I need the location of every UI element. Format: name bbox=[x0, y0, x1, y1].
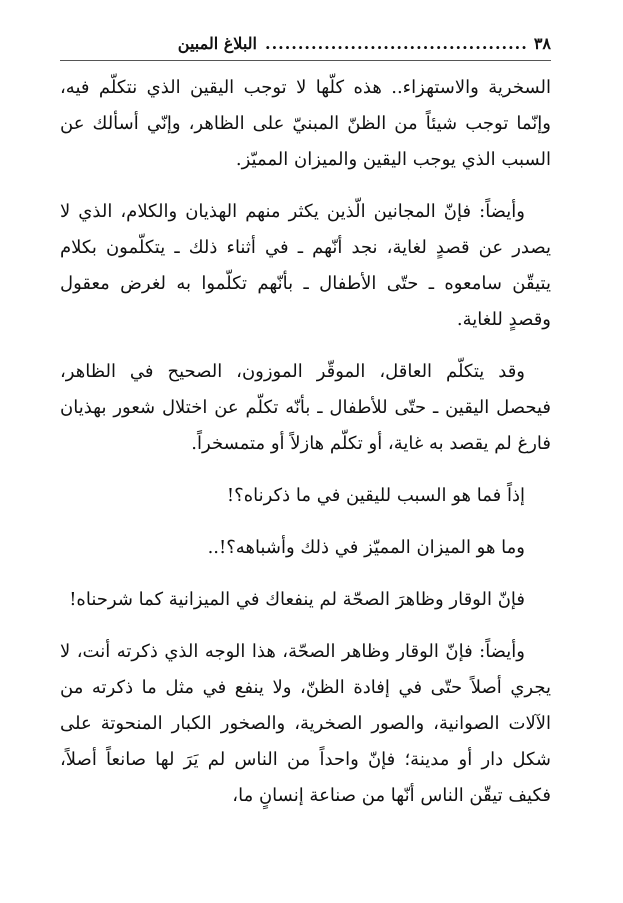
paragraph-6: فإنّ الوقار وظاهرَ الصحّة لم ينفعاك في الميزانية كما شرحناه! bbox=[69, 589, 525, 610]
paragraph-4: إذاً فما هو السبب لليقين في ما ذكرناه؟! bbox=[226, 485, 525, 506]
paragraph-3: وقد يتكلّم العاقل، الموقّر الموزون، الصحيح في الظاهر، فيحصل اليقين ـ حتّى للأطفال ـ بأنّه تكلّم عن اختلال شعور بهذيان فارغ لم يقصد به غاية، أو تكلّم هازلاً أو متمسخراً. bbox=[60, 361, 552, 454]
running-header bbox=[60, 28, 551, 58]
book-title: البلاغ المبين bbox=[177, 33, 257, 53]
paragraph-5: وما هو الميزان المميّز في ذلك وأشباهه؟!.. bbox=[207, 537, 525, 558]
paragraph-7: وأيضاً: فإنّ الوقار وظاهر الصحّة، هذا الوجه الذي ذكرته أنت، لا يجري أصلاً حتّى في إفادة الظنّ، ولا ينفع في مثل ما ذكرته من الآلات الصوانية، والصور الصخرية، والصخور الكبار المنحوتة على شكل دار أو مدينة؛ فإنّ واحداً من الناس لم يَرَ لها صانعاً أصلاً، فكيف تيقّن الناس أنّها من صناعة إنسانٍ ما، bbox=[60, 641, 551, 806]
header-dot-leader: ........................................ bbox=[265, 33, 528, 53]
paragraph-2: وأيضاً: فإنّ المجانين الّذين يكثر منهم الهذيان والكلام، الذي لا يصدر عن قصدٍ لغاية، نجد أنّهم ـ في أثناء ذلك ـ يتكلّمون بكلام يتيقّن سامعوه ـ حتّى الأطفال ـ بأنّهم تكلّموا به لغرض معقول وقصدٍ للغاية. bbox=[60, 201, 551, 330]
paragraph-1: السخرية والاستهزاء.. هذه كلّها لا توجب اليقين الذي نتكلّم فيه، وإنّما توجب شيئاً من الظنّ المبنيّ على الظاهر، وإنّي أسألك عن السبب الذي يوجب اليقين والميزان المميّز. bbox=[60, 77, 551, 170]
page-number: ٣٨ bbox=[533, 33, 551, 53]
header-rule bbox=[60, 60, 551, 61]
body-text bbox=[60, 70, 551, 814]
